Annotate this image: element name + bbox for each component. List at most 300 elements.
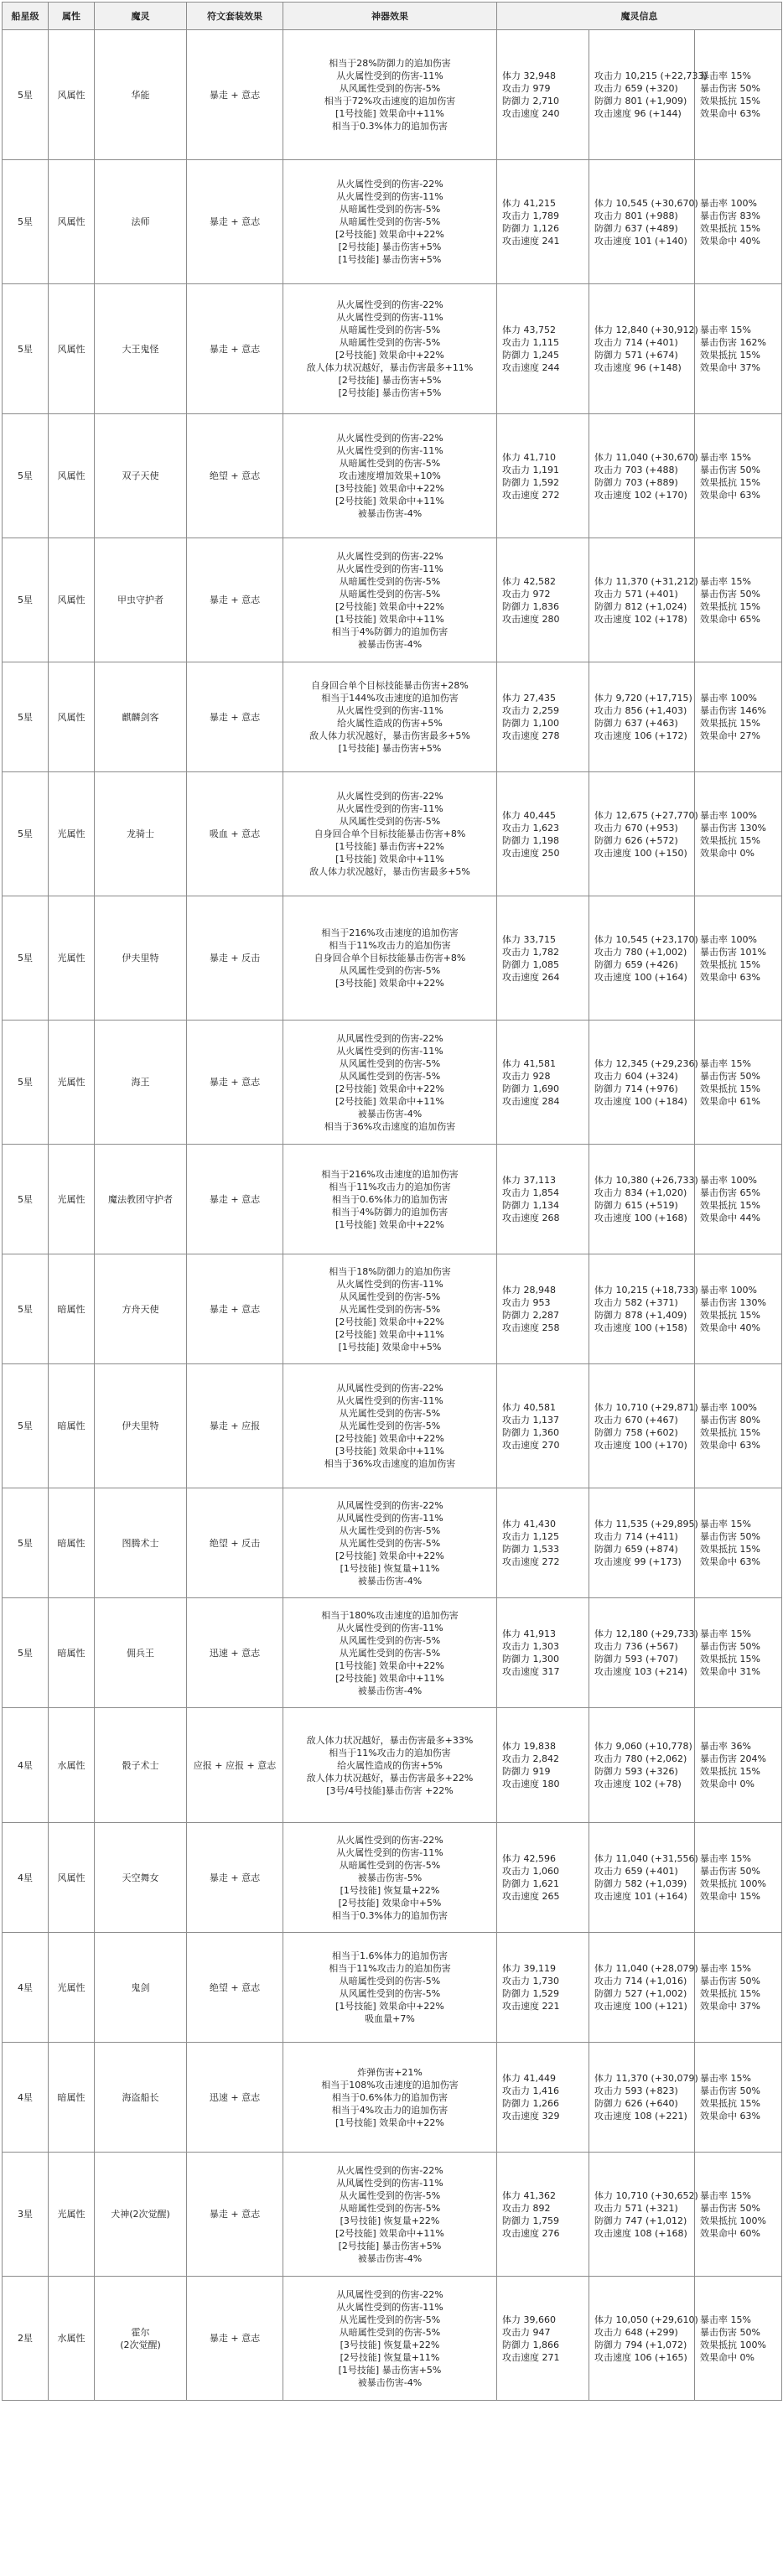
monster-name-cell	[95, 896, 187, 1021]
monster-name-cell-text: 伊夫里特	[122, 953, 159, 963]
artifact-effect-line: [2号技能] 效果命中+22%	[335, 350, 444, 361]
artifact-effect-line: 被暴击伤害-4%	[357, 2376, 423, 2388]
stat-line: 防御力 582 (+1,039)	[594, 1878, 687, 1889]
star-cell	[3, 2153, 49, 2277]
stat-line: 攻击速度 272	[502, 1556, 560, 1567]
artifact-effect-line: 从暗属性受到的伤害-5%	[339, 1859, 441, 1871]
rune-set-cell	[187, 1254, 283, 1364]
stat-line: 暴击率 100%	[700, 809, 757, 821]
artifact-effect-line: [1号技能] 恢复量+22%	[340, 1884, 440, 1896]
attribute-cell-text: 风属性	[57, 216, 86, 227]
stats-cell-s3	[695, 1708, 782, 1823]
stats-cell-s3	[695, 662, 782, 772]
artifact-effect-line: 从火属性受到的伤害-11%	[336, 1395, 443, 1406]
artifact-effect-line: [2号技能] 暴击伤害+5%	[338, 375, 442, 386]
stat-line: 暴击伤害 130%	[700, 822, 766, 834]
rune-set-cell-text: 迅速 + 意志	[209, 1647, 261, 1659]
stat-line: 攻击速度 258	[502, 1322, 560, 1333]
stat-line: 攻击速度 100 (+150)	[594, 847, 687, 859]
stat-line: 防御力 1,529	[502, 1988, 559, 1999]
stat-line: 体力 40,445	[502, 809, 556, 821]
stat-line: 效果抵抗 15%	[700, 1766, 760, 1777]
artifact-effect-cell	[283, 662, 497, 772]
artifact-effect-line: 相当于216%攻击速度的追加伤害	[321, 927, 459, 938]
rune-set-cell-text: 暴走 + 反击	[209, 953, 261, 963]
monster-name-cell-text: 双子天使	[122, 470, 159, 481]
monster-name-cell	[95, 160, 187, 284]
artifact-effect-line: [2号技能] 恢复量+11%	[340, 2351, 440, 2363]
stat-line: 攻击力 670 (+953)	[594, 822, 678, 834]
artifact-effect-line: 攻击速度增加效果+10%	[339, 470, 441, 481]
artifact-effect-line: 自身回合单个目标技能暴击伤害+28%	[311, 680, 469, 691]
stat-line: 防御力 714 (+976)	[594, 1083, 678, 1094]
artifact-effect-line: 从火属性受到的伤害-11%	[336, 1846, 443, 1858]
artifact-effect-line: 相当于11%攻击力的追加伤害	[329, 1963, 451, 1974]
artifact-effect-line: 自身回合单个目标技能暴击伤害+8%	[314, 953, 466, 963]
stat-line: 体力 41,710	[502, 451, 556, 463]
stat-line: 暴击伤害 130%	[700, 1297, 766, 1308]
stat-line: 体力 39,119	[502, 1963, 556, 1974]
artifact-effect-line: [3号技能] 效果命中+11%	[335, 1446, 444, 1457]
artifact-effect-cell	[283, 1708, 497, 1823]
stat-line: 暴击伤害 80%	[700, 1414, 760, 1426]
stat-line: 攻击力 1,730	[502, 1976, 559, 1987]
stats-cell-s1	[497, 1598, 589, 1708]
table-row	[3, 1708, 782, 1823]
attribute-cell	[49, 1254, 95, 1364]
monster-name-cell-text: 龙骑士	[127, 828, 154, 839]
stats-cell-s2	[589, 30, 708, 160]
stat-line: 效果命中 63%	[700, 1556, 760, 1567]
stat-line: 暴击率 15%	[700, 1057, 751, 1069]
table-row	[3, 896, 782, 1021]
stat-line: 体力 41,581	[502, 1057, 556, 1069]
stats-cell-s3	[695, 772, 782, 896]
stat-line: 攻击力 1,060	[502, 1866, 559, 1877]
stat-line: 攻击速度 106 (+172)	[594, 730, 687, 741]
attribute-cell	[49, 1823, 95, 1933]
star-cell	[3, 284, 49, 414]
artifact-effect-line: 从风属性受到的伤害-5%	[339, 1070, 441, 1082]
artifact-effect-line: 敌人体力状况越好，暴击伤害最多+5%	[309, 866, 470, 877]
artifact-effect-line: 从火属性受到的伤害-11%	[336, 1045, 443, 1057]
stat-line: 效果命中 40%	[700, 235, 760, 247]
stat-line: 防御力 626 (+640)	[594, 2098, 678, 2109]
artifact-effect-line: 吸血量+7%	[365, 2013, 415, 2024]
stat-line: 效果抵抗 15%	[700, 600, 760, 612]
artifact-effect-cell	[283, 1488, 497, 1598]
artifact-effect-line: 从火属性受到的伤害-22%	[336, 550, 443, 562]
stat-line: 体力 41,449	[502, 2073, 556, 2084]
stat-line: 防御力 1,198	[502, 834, 559, 846]
monster-name-cell	[95, 2277, 187, 2401]
monster-name-cell	[95, 2153, 187, 2277]
stats-cell-s1	[497, 1933, 589, 2043]
artifact-effect-line: 从火属性受到的伤害-11%	[336, 445, 443, 456]
stat-line: 体力 39,660	[502, 2314, 556, 2325]
rune-set-cell-text: 迅速 + 意志	[209, 2091, 261, 2103]
stats-cell-s1	[497, 1708, 589, 1823]
header-artifact-effect: 神器效果	[283, 3, 497, 30]
artifact-effect-line: 从火属性受到的伤害-11%	[336, 312, 443, 323]
artifact-effect-line: [3号技能] 恢复量+22%	[340, 2339, 440, 2350]
stat-line: 攻击力 714 (+411)	[594, 1531, 678, 1542]
stats-cell-s3	[695, 30, 782, 160]
stat-line: 攻击力 659 (+320)	[594, 83, 678, 94]
stat-line: 体力 41,215	[502, 197, 556, 209]
stats-cell-s2	[589, 896, 698, 1021]
artifact-effect-line: 从风属性受到的伤害-5%	[339, 1634, 441, 1646]
stats-cell-s3	[695, 2153, 782, 2277]
artifact-effect-cell	[283, 538, 497, 662]
stat-line: 防御力 1,621	[502, 1878, 559, 1889]
stat-line: 攻击力 1,303	[502, 1641, 559, 1652]
rune-set-cell	[187, 2153, 283, 2277]
stat-line: 攻击力 1,137	[502, 1414, 559, 1426]
stats-cell-s3	[695, 160, 782, 284]
table-row	[3, 1488, 782, 1598]
stat-line: 防御力 758 (+602)	[594, 1426, 678, 1438]
artifact-effect-line: 从风属性受到的伤害-11%	[336, 2177, 443, 2189]
star-cell	[3, 1708, 49, 1823]
stat-line: 效果命中 0%	[700, 2351, 754, 2363]
stat-line: 效果命中 40%	[700, 1322, 760, 1333]
artifact-effect-line: [2号技能] 效果命中+22%	[335, 1433, 444, 1444]
artifact-effect-line: 相当于180%攻击速度的追加伤害	[321, 1609, 459, 1621]
stat-line: 攻击力 1,789	[502, 210, 559, 221]
stat-line: 效果命中 63%	[700, 1439, 760, 1451]
stat-line: 效果抵抗 15%	[700, 718, 760, 729]
artifact-effect-line: 从风属性受到的伤害-22%	[336, 2288, 443, 2300]
table-row	[3, 30, 782, 160]
artifact-effect-line: [1号技能] 效果命中+22%	[335, 2116, 444, 2128]
artifact-effect-line: 从暗属性受到的伤害-5%	[339, 458, 441, 469]
attribute-cell-text: 光属性	[57, 2209, 86, 2220]
stat-line: 效果抵抗 15%	[700, 96, 760, 106]
rune-set-cell	[187, 1021, 283, 1145]
rune-set-cell-text: 暴走 + 应报	[209, 1420, 261, 1431]
artifact-effect-cell	[283, 772, 497, 896]
artifact-effect-line: 给火属性造成的伤害+5%	[337, 1759, 443, 1771]
artifact-effect-line: [2号技能] 暴击伤害+5%	[338, 2240, 442, 2251]
star-cell	[3, 160, 49, 284]
attribute-cell	[49, 2043, 95, 2153]
stat-line: 暴击率 15%	[700, 2073, 751, 2084]
monster-name-cell	[95, 414, 187, 538]
header-monster-info: 魔灵信息	[497, 3, 782, 30]
stat-line: 攻击速度 265	[502, 1891, 560, 1902]
stat-line: 效果命中 31%	[700, 1666, 760, 1677]
stats-cell-s2	[589, 414, 698, 538]
stat-line: 暴击伤害 204%	[700, 1753, 766, 1764]
artifact-effect-line: 被暴击伤害-4%	[357, 508, 423, 519]
artifact-effect-line: [2号技能] 效果命中+11%	[335, 1328, 444, 1340]
artifact-effect-line: [1号技能] 恢复量+11%	[340, 1562, 440, 1574]
artifact-effect-cell	[283, 1364, 497, 1488]
attribute-cell-text: 水属性	[57, 1759, 86, 1771]
artifact-effect-line: 从火属性受到的伤害-11%	[336, 1622, 443, 1633]
rune-set-cell	[187, 1364, 283, 1488]
stat-line: 攻击力 801 (+988)	[594, 210, 678, 221]
attribute-cell	[49, 896, 95, 1021]
attribute-cell	[49, 160, 95, 284]
monster-name-cell-text: 犬神(2次觉醒)	[111, 2209, 170, 2220]
artifact-effect-line: 从光属性受到的伤害-5%	[339, 2314, 441, 2325]
artifact-effect-line: 从暗属性受到的伤害-5%	[339, 2202, 441, 2214]
stat-line: 攻击速度 100 (+184)	[594, 1095, 687, 1107]
stat-line: 攻击速度 100 (+121)	[594, 2001, 687, 2012]
stats-cell-s2	[589, 2277, 698, 2401]
stat-line: 效果命中 37%	[700, 2001, 760, 2012]
artifact-effect-line: 相当于11%攻击力的追加伤害	[329, 940, 451, 951]
star-cell	[3, 1933, 49, 2043]
stat-line: 攻击速度 101 (+164)	[594, 1891, 687, 1902]
stat-line: 效果抵抗 15%	[700, 1426, 760, 1438]
stat-line: 攻击力 947	[502, 2326, 551, 2338]
attribute-cell-text: 风属性	[57, 470, 86, 481]
stat-line: 暴击伤害 50%	[700, 588, 760, 600]
rune-set-cell	[187, 1823, 283, 1933]
star-cell	[3, 1021, 49, 1145]
rune-set-cell	[187, 2277, 283, 2401]
stat-line: 暴击率 15%	[700, 2314, 751, 2325]
rune-set-cell-text: 暴走 + 意志	[209, 711, 261, 723]
artifact-effect-line: 从火属性受到的伤害-5%	[339, 1524, 441, 1536]
stat-line: 体力 42,582	[502, 575, 556, 587]
stat-line: 防御力 1,245	[502, 350, 559, 361]
stat-line: 防御力 1,266	[502, 2098, 559, 2109]
attribute-cell	[49, 1364, 95, 1488]
artifact-effect-line: [1号技能] 暴击伤害+22%	[335, 841, 444, 852]
rune-set-cell	[187, 284, 283, 414]
stat-line: 防御力 637 (+463)	[594, 718, 678, 729]
stats-cell-s3	[695, 1598, 782, 1708]
stat-line: 暴击率 15%	[700, 325, 751, 335]
stat-line: 攻击力 703 (+488)	[594, 464, 678, 475]
star-cell	[3, 414, 49, 538]
artifact-effect-cell	[283, 2277, 497, 2401]
artifact-effect-line: 从光属性受到的伤害-5%	[339, 1303, 441, 1315]
stat-line: 暴击伤害 50%	[700, 2202, 760, 2214]
header-attribute: 属性	[49, 3, 95, 30]
stats-cell-s1	[497, 2277, 589, 2401]
stat-line: 暴击伤害 101%	[700, 946, 766, 958]
star-cell	[3, 896, 49, 1021]
rune-set-cell-text: 暴走 + 意志	[209, 216, 261, 227]
rune-set-cell	[187, 160, 283, 284]
attribute-cell	[49, 1488, 95, 1598]
stat-line: 体力 9,060 (+10,778)	[594, 1741, 692, 1752]
stat-line: 攻击力 648 (+299)	[594, 2326, 678, 2338]
stat-line: 攻击速度 284	[502, 1095, 560, 1107]
star-cell-text: 4星	[18, 1872, 33, 1883]
table-row	[3, 1823, 782, 1933]
rune-set-cell	[187, 1598, 283, 1708]
attribute-cell-text: 光属性	[57, 1077, 86, 1088]
stat-line: 攻击速度 271	[502, 2351, 560, 2363]
stat-line: 效果命中 60%	[700, 2227, 760, 2239]
star-cell-text: 5星	[18, 595, 33, 605]
artifact-effect-cell	[283, 1145, 497, 1254]
artifact-effect-line: 从暗属性受到的伤害-5%	[339, 325, 441, 335]
stat-line: 攻击力 1,854	[502, 1187, 559, 1198]
rune-set-cell-text: 绝望 + 意志	[209, 1981, 261, 1993]
attribute-cell-text: 风属性	[57, 1872, 86, 1883]
stat-line: 防御力 2,287	[502, 1310, 559, 1321]
stats-cell-s2	[589, 1488, 698, 1598]
attribute-cell-text: 暗属性	[57, 1537, 86, 1549]
stats-cell-s1	[497, 1145, 589, 1254]
stat-line: 防御力 593 (+707)	[594, 1654, 678, 1665]
stat-line: 攻击力 659 (+401)	[594, 1866, 678, 1877]
stat-line: 暴击率 15%	[700, 1853, 751, 1864]
stats-cell-s2	[589, 1708, 695, 1823]
stat-line: 暴击率 15%	[700, 1628, 751, 1639]
stat-line: 攻击力 892	[502, 2202, 551, 2214]
artifact-effect-line: [3号技能] 效果命中+22%	[335, 978, 444, 989]
stat-line: 效果命中 15%	[700, 1891, 760, 1902]
artifact-effect-line: 相当于0.6%体力的追加伤害	[332, 1193, 448, 1205]
stat-line: 攻击速度 108 (+168)	[594, 2227, 687, 2239]
monster-name-cell	[95, 1254, 187, 1364]
star-cell-text: 5星	[18, 89, 33, 101]
artifact-effect-line: 被暴击伤害-4%	[357, 1108, 423, 1119]
artifact-effect-line: 从火属性受到的伤害-11%	[336, 803, 443, 814]
rune-set-cell-text: 应报 + 应报 + 意志	[193, 1759, 277, 1771]
attribute-cell	[49, 2153, 95, 2277]
stats-cell-s3	[695, 896, 782, 1021]
artifact-effect-line: 相当于18%防御力的追加伤害	[329, 1265, 451, 1277]
artifact-effect-line: 相当于11%攻击力的追加伤害	[329, 1181, 451, 1192]
artifact-effect-line: 相当于0.3%体力的追加伤害	[332, 121, 448, 132]
artifact-effect-line: 从风属性受到的伤害-5%	[339, 965, 441, 976]
artifact-effect-line: [3号技能] 恢复量+22%	[340, 2215, 440, 2226]
stat-line: 攻击速度 276	[502, 2227, 560, 2239]
stats-cell-s3	[695, 1488, 782, 1598]
attribute-cell	[49, 284, 95, 414]
star-cell	[3, 662, 49, 772]
artifact-effect-line: 从暗属性受到的伤害-5%	[339, 1976, 441, 1987]
attribute-cell	[49, 772, 95, 896]
stat-line: 攻击速度 264	[502, 971, 560, 983]
star-cell-text: 5星	[18, 1537, 33, 1549]
star-cell-text: 5星	[18, 828, 33, 839]
artifact-effect-line: [1号技能] 效果命中+5%	[338, 1341, 442, 1353]
rune-set-cell-text: 绝望 + 意志	[209, 470, 261, 481]
stats-cell-s2	[589, 538, 698, 662]
monster-name-cell	[95, 1021, 187, 1145]
table-row	[3, 538, 782, 662]
star-cell	[3, 1145, 49, 1254]
stat-line: 防御力 919	[502, 1766, 551, 1777]
stat-line: 攻击速度 329	[502, 2111, 560, 2122]
artifact-effect-line: 从火属性受到的伤害-11%	[336, 705, 443, 716]
artifact-effect-line: 给火属性造成的伤害+5%	[337, 718, 443, 729]
table-row	[3, 1933, 782, 2043]
stat-line: 攻击速度 102 (+178)	[594, 613, 687, 625]
star-cell-text: 5星	[18, 343, 33, 355]
artifact-effect-cell	[283, 1021, 497, 1145]
star-cell	[3, 1364, 49, 1488]
stat-line: 攻击速度 250	[502, 847, 560, 859]
stats-cell-s1	[497, 160, 589, 284]
artifact-effect-line: 从火属性受到的伤害-11%	[336, 2301, 443, 2313]
stats-cell-s3	[695, 414, 782, 538]
stat-line: 防御力 2,710	[502, 96, 559, 106]
artifact-effect-line: 从风属性受到的伤害-5%	[339, 1291, 441, 1302]
attribute-cell-text: 风属性	[57, 711, 86, 723]
stat-line: 体力 9,720 (+17,715)	[594, 693, 692, 704]
stat-line: 攻击速度 317	[502, 1666, 560, 1677]
artifact-effect-line: 相当于36%攻击速度的追加伤害	[324, 1458, 456, 1469]
rune-set-cell-text: 暴走 + 意志	[209, 1872, 261, 1883]
stats-cell-s2	[589, 1254, 698, 1364]
stat-line: 防御力 1,592	[502, 476, 559, 488]
stat-line: 攻击力 780 (+2,062)	[594, 1753, 687, 1764]
attribute-cell	[49, 30, 95, 160]
stats-cell-s1	[497, 1488, 589, 1598]
monster-name-cell	[95, 1145, 187, 1254]
table-row	[3, 772, 782, 896]
rune-set-cell-text: 暴走 + 意志	[209, 2209, 261, 2220]
stat-line: 防御力 1,085	[502, 958, 559, 970]
stat-line: 暴击伤害 50%	[700, 1976, 760, 1987]
star-cell-text: 5星	[18, 1077, 33, 1088]
artifact-effect-line: 从火属性受到的伤害-22%	[336, 433, 443, 444]
stat-line: 防御力 747 (+1,012)	[594, 2215, 687, 2226]
stat-line: 攻击速度 102 (+170)	[594, 489, 687, 501]
monster-name-cell	[95, 1708, 187, 1823]
attribute-cell-text: 光属性	[57, 828, 86, 839]
artifact-effect-line: 相当于1.6%体力的追加伤害	[332, 1950, 448, 1961]
artifact-effect-line: 被暴击伤害-4%	[357, 2252, 423, 2264]
artifact-effect-line: 从火属性受到的伤害-11%	[336, 191, 443, 202]
stat-line: 攻击力 714 (+1,016)	[594, 1976, 687, 1987]
rune-set-cell-text: 暴走 + 意志	[209, 1193, 261, 1205]
monster-name-cell-text: 麒麟剑客	[122, 711, 159, 723]
star-cell-text: 3星	[18, 2209, 33, 2220]
stat-line: 效果抵抗 15%	[700, 958, 760, 970]
artifact-effect-line: [3号/4号技能]暴击伤害 +22%	[326, 1784, 454, 1796]
artifact-effect-line: 从风属性受到的伤害-5%	[339, 816, 441, 827]
artifact-effect-cell	[283, 160, 497, 284]
artifact-effect-cell	[283, 1933, 497, 2043]
stat-line: 体力 19,838	[502, 1741, 556, 1752]
artifact-effect-line: 相当于4%防御力的追加伤害	[331, 626, 449, 637]
artifact-effect-line: [3号技能] 效果命中+22%	[335, 483, 444, 494]
attribute-cell-text: 光属性	[57, 1981, 86, 1993]
artifact-effect-line: [2号技能] 效果命中+22%	[335, 1316, 444, 1327]
attribute-cell-text: 风属性	[57, 595, 86, 605]
stat-line: 防御力 794 (+1,072)	[594, 2339, 687, 2350]
stat-line: 暴击伤害 50%	[700, 1531, 760, 1542]
stat-line: 效果抵抗 15%	[700, 834, 760, 846]
star-cell-text: 4星	[18, 2091, 33, 2103]
stats-cell-s2	[589, 2043, 698, 2153]
stat-line: 效果命中 63%	[700, 2111, 760, 2122]
stat-line: 暴击率 100%	[700, 1401, 757, 1413]
stat-line: 攻击力 780 (+1,002)	[594, 946, 687, 958]
artifact-effect-line: 自身回合单个目标技能暴击伤害+8%	[314, 828, 466, 839]
monster-name-cell	[95, 538, 187, 662]
artifact-effect-line: 炸弹伤害+21%	[357, 2066, 423, 2078]
table-row	[3, 2277, 782, 2401]
artifact-effect-line: 从风属性受到的伤害-22%	[336, 1499, 443, 1511]
artifact-effect-cell	[283, 1598, 497, 1708]
artifact-effect-cell	[283, 284, 497, 414]
artifact-effect-line: 从风属性受到的伤害-5%	[339, 1988, 441, 1999]
stats-cell-s2	[589, 1145, 698, 1254]
